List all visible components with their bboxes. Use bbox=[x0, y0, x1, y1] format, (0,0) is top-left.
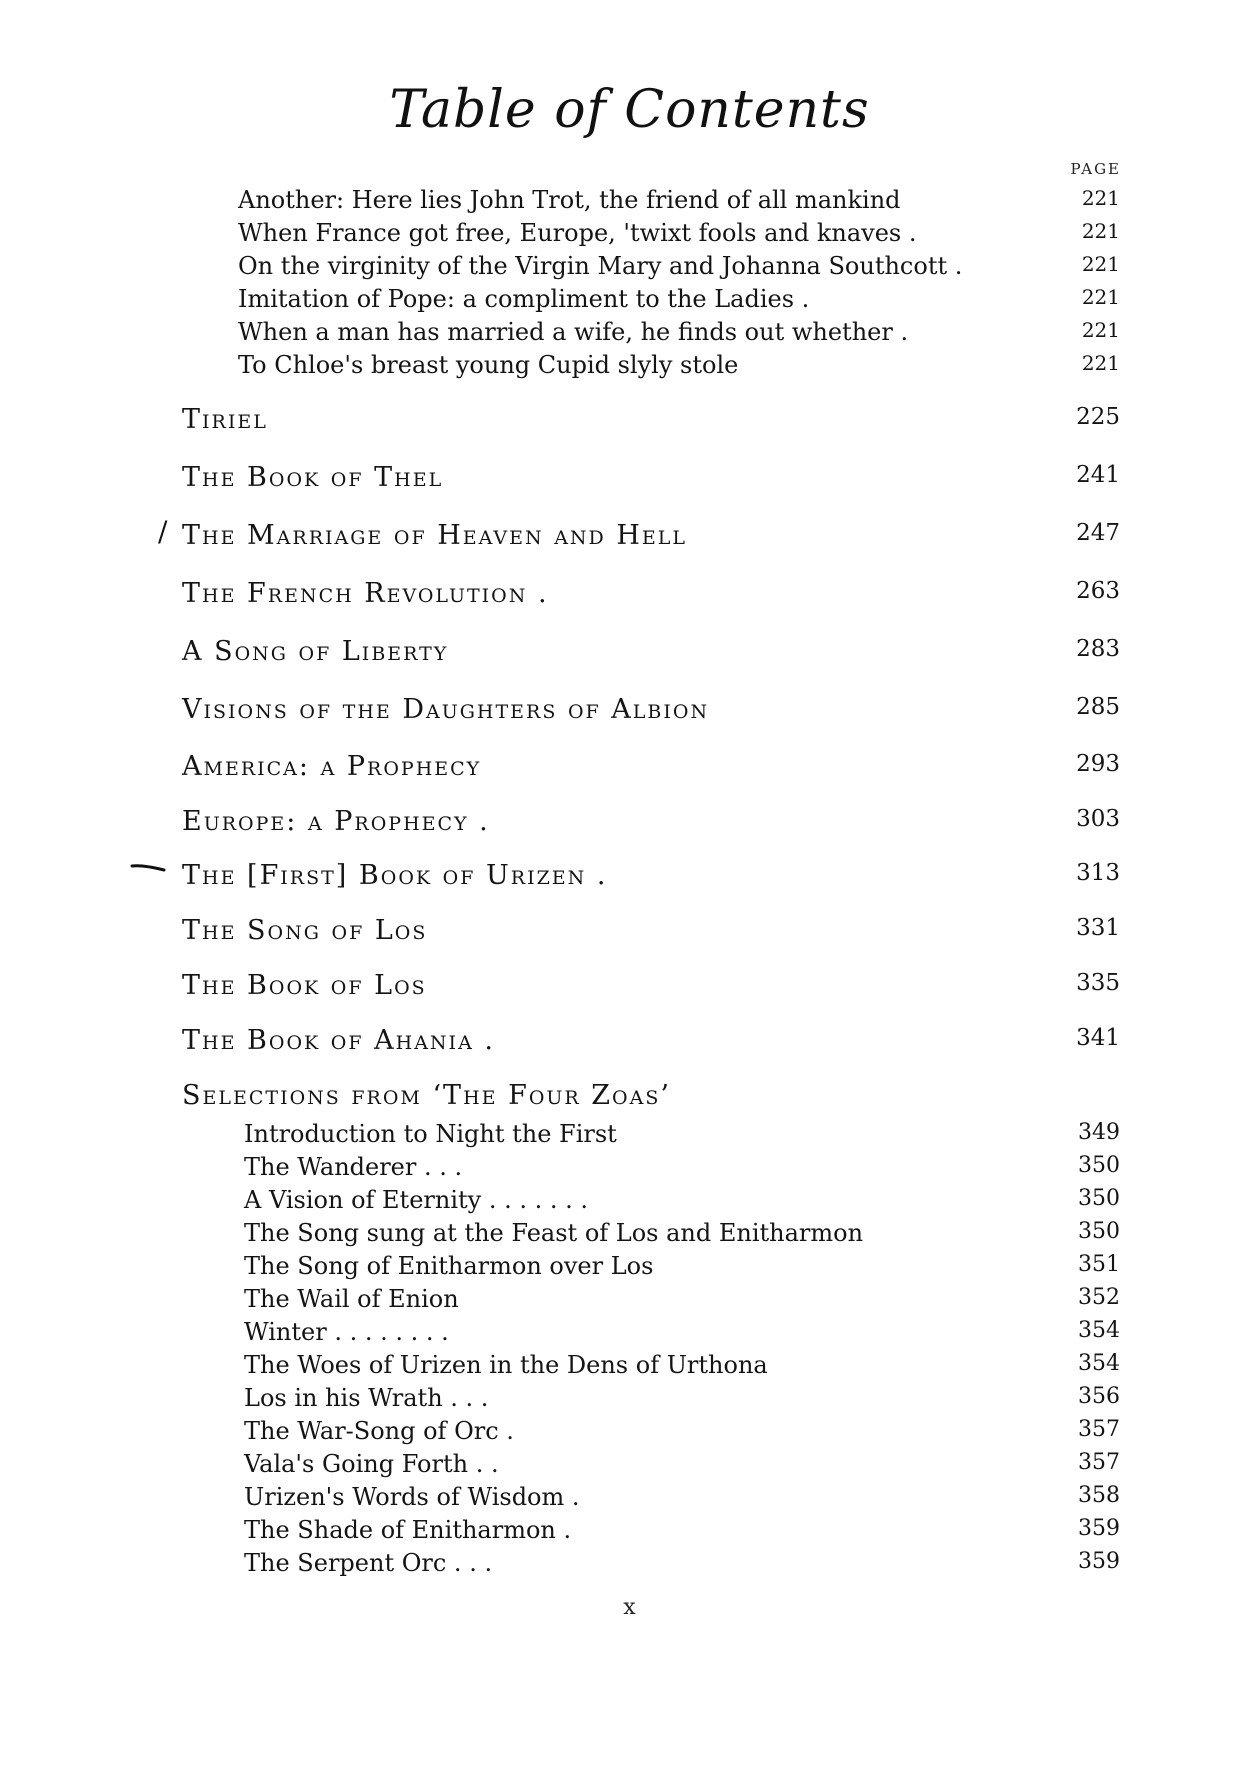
entry-title: Europe: a Prophecy . bbox=[182, 806, 490, 837]
entry-page: 350 bbox=[1078, 1186, 1120, 1211]
entry-page: 221 bbox=[1081, 186, 1120, 210]
entry-title: The Woes of Urizen in the Dens of Urthona bbox=[244, 1351, 768, 1379]
toc-entry[interactable] bbox=[182, 694, 1120, 728]
entry-page: 354 bbox=[1078, 1351, 1120, 1376]
entry-title: The [First] Book of Urizen . bbox=[182, 860, 608, 891]
entry-page: 349 bbox=[1078, 1120, 1120, 1145]
toc-entry[interactable] bbox=[244, 1153, 1120, 1187]
toc-entry[interactable] bbox=[238, 285, 1120, 319]
entry-page: 285 bbox=[1076, 694, 1120, 720]
entry-title: The War-Song of Orc . bbox=[244, 1417, 514, 1445]
toc-entry[interactable] bbox=[182, 751, 1120, 785]
entry-page: 335 bbox=[1076, 970, 1120, 996]
entry-title: When a man has married a wife, he finds out whether . bbox=[238, 318, 909, 346]
entry-page: 358 bbox=[1078, 1483, 1120, 1508]
entry-title: When France got free, Europe, 'twixt fools and knaves . bbox=[238, 219, 917, 247]
toc-entry[interactable] bbox=[182, 636, 1120, 670]
toc-entry[interactable] bbox=[238, 351, 1120, 385]
entry-title: The Book of Ahania . bbox=[182, 1025, 495, 1056]
entry-title: To Chloe's breast young Cupid slyly stole bbox=[238, 351, 739, 379]
entry-page: 247 bbox=[1076, 520, 1120, 546]
toc-entry[interactable] bbox=[244, 1516, 1120, 1550]
entry-page: 225 bbox=[1076, 404, 1120, 430]
entry-page: 341 bbox=[1076, 1025, 1120, 1051]
toc-entry[interactable] bbox=[182, 520, 1120, 554]
toc-entry[interactable] bbox=[244, 1252, 1120, 1286]
entry-page: 331 bbox=[1076, 915, 1120, 941]
toc-entry[interactable] bbox=[244, 1186, 1120, 1220]
entry-title: Tiriel bbox=[182, 404, 268, 435]
entry-title: Another: Here lies John Trot, the friend of all mankind bbox=[238, 186, 901, 214]
toc-entry[interactable] bbox=[244, 1120, 1120, 1154]
entry-title: The Shade of Enitharmon . bbox=[244, 1516, 572, 1544]
entry-title: Winter . . . . . . . . bbox=[244, 1318, 449, 1346]
entry-title: On the virginity of the Virgin Mary and Johanna Southcott . bbox=[238, 252, 963, 280]
section-heading bbox=[182, 1080, 1120, 1114]
toc-entry[interactable] bbox=[182, 915, 1120, 949]
entry-page: 356 bbox=[1078, 1384, 1120, 1409]
toc-entry[interactable] bbox=[244, 1417, 1120, 1451]
entry-title: The Song of Enitharmon over Los bbox=[244, 1252, 654, 1280]
entry-title: The Song sung at the Feast of Los and Enitharmon bbox=[244, 1219, 864, 1247]
entry-page: 221 bbox=[1081, 318, 1120, 342]
entry-page: 313 bbox=[1076, 860, 1120, 886]
page-column-label: PAGE bbox=[1070, 160, 1121, 178]
page-title: Table of Contents bbox=[389, 80, 870, 140]
entry-title: Introduction to Night the First bbox=[244, 1120, 617, 1148]
entry-page: 303 bbox=[1076, 806, 1120, 832]
toc-entry[interactable] bbox=[238, 219, 1120, 253]
pencil-tick-mark: / bbox=[158, 515, 168, 548]
entry-page: 221 bbox=[1081, 351, 1120, 375]
toc-entry[interactable] bbox=[182, 970, 1120, 1004]
toc-entry[interactable] bbox=[182, 404, 1120, 438]
entry-page: 350 bbox=[1078, 1219, 1120, 1244]
entry-page: 359 bbox=[1078, 1516, 1120, 1541]
toc-entry[interactable] bbox=[238, 252, 1120, 286]
entry-page: 357 bbox=[1078, 1450, 1120, 1475]
page-number: x bbox=[623, 1595, 636, 1620]
entry-title: The Wail of Enion bbox=[244, 1285, 459, 1313]
entry-title: America: a Prophecy bbox=[182, 751, 482, 782]
toc-entry[interactable] bbox=[182, 462, 1120, 496]
toc-entry[interactable] bbox=[182, 860, 1120, 894]
entry-page: 221 bbox=[1081, 219, 1120, 243]
toc-entry[interactable] bbox=[244, 1285, 1120, 1319]
entry-title: Urizen's Words of Wisdom . bbox=[244, 1483, 580, 1511]
toc-entry[interactable] bbox=[238, 186, 1120, 220]
entry-title: The Book of Los bbox=[182, 970, 427, 1001]
entry-page: 263 bbox=[1076, 578, 1120, 604]
entry-page: 354 bbox=[1078, 1318, 1120, 1343]
toc-entry[interactable] bbox=[244, 1450, 1120, 1484]
entry-page: 293 bbox=[1076, 751, 1120, 777]
toc-entry[interactable] bbox=[244, 1318, 1120, 1352]
toc-entry[interactable] bbox=[244, 1351, 1120, 1385]
entry-title: The French Revolution . bbox=[182, 578, 549, 609]
pencil-dash-mark bbox=[130, 862, 166, 874]
entry-title: The Song of Los bbox=[182, 915, 428, 946]
entry-page: 221 bbox=[1081, 252, 1120, 276]
toc-entry[interactable] bbox=[244, 1483, 1120, 1517]
entry-page: 283 bbox=[1076, 636, 1120, 662]
entry-page: 241 bbox=[1076, 462, 1120, 488]
entry-page: 351 bbox=[1078, 1252, 1120, 1277]
toc-entry[interactable] bbox=[244, 1384, 1120, 1418]
entry-title: Imitation of Pope: a compliment to the Ladies . bbox=[238, 285, 810, 313]
entry-title: A Vision of Eternity . . . . . . . bbox=[244, 1186, 589, 1214]
entry-page: 352 bbox=[1078, 1285, 1120, 1310]
entry-page: 221 bbox=[1081, 285, 1120, 309]
entry-title: The Wanderer . . . bbox=[244, 1153, 463, 1181]
entry-title: The Marriage of Heaven and Hell bbox=[182, 520, 688, 551]
toc-entry[interactable] bbox=[238, 318, 1120, 352]
toc-entry[interactable] bbox=[244, 1549, 1120, 1583]
entry-page: 350 bbox=[1078, 1153, 1120, 1178]
section-heading-text: Selections from ‘The Four Zoas’ bbox=[182, 1080, 671, 1111]
entry-title: The Serpent Orc . . . bbox=[244, 1549, 493, 1577]
toc-entry[interactable] bbox=[182, 806, 1120, 840]
toc-entry[interactable] bbox=[244, 1219, 1120, 1253]
entry-page: 357 bbox=[1078, 1417, 1120, 1442]
toc-entry[interactable] bbox=[182, 1025, 1120, 1059]
entry-title: Vala's Going Forth . . bbox=[244, 1450, 499, 1478]
toc-entry[interactable] bbox=[182, 578, 1120, 612]
entry-title: A Song of Liberty bbox=[182, 636, 449, 667]
entry-title: The Book of Thel bbox=[182, 462, 444, 493]
entry-title: Visions of the Daughters of Albion bbox=[182, 694, 710, 725]
entry-title: Los in his Wrath . . . bbox=[244, 1384, 489, 1412]
entry-page: 359 bbox=[1078, 1549, 1120, 1574]
